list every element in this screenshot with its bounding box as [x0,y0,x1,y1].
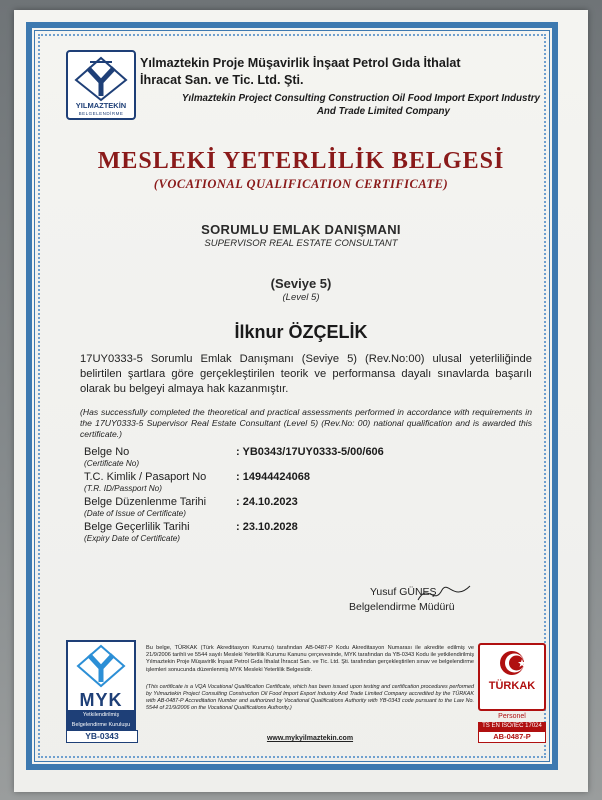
qualification-tr: SORUMLU EMLAK DANIŞMANI [201,222,401,237]
field-sublabel: (Certificate No) [84,459,140,468]
field-sublabel: (Date of Issue of Certificate) [84,509,186,518]
level-en: (Level 5) [282,292,320,303]
holder-name: İlknur ÖZÇELİK [234,322,368,342]
qualification-en: SUPERVISOR REAL ESTATE CONSULTANT [204,238,398,249]
statement-tr: 17UY0333-5 Sorumlu Emlak Danışmanı (Seviye 5) (Rev.No:00) ulusal yeterliliğinde belirtilen şartlara göre gerçekleştirilen teorik ve performansa dayalı sınavlarda başarılı olarak bu belgeyi almaya hak kazanmıştır. [80,353,532,395]
myk-wordmark: MYK [79,690,123,710]
id-number: : 14944424068 [236,471,311,483]
accreditation-note-en: (This certificate is a VQA Vocational Qualification Certificate, which has been issued upon testing and certification procedures performed by Yılmaztekin Project Consulting Construction Oil Food Import Export Industry And Trade Limited Company accredited by the TÜRKAK with AB-0487-P Accreditation Number and authorized by Vocational Qualifications Authority with YB-0343 code pursuant to the Law No. 5544 of 21/9/2006 on the Vocational Qualifications Authority.) [146,684,474,711]
myk-emblem-icon [68,642,134,688]
statement-en: (Has successfully completed the theoretical and practical assessments performed in accordance with requirements in the 17UY0333-5 Supervisor Real Estate Consultant (Level 5) (Rev.No: 00) national qualification and is awarded this certificate.) [80,407,532,439]
crescent-star-icon [480,645,544,681]
logo-wordmark: YILMAZTEKİN [75,101,127,110]
company-name-en-1: Yılmaztekin Project Consulting Construction Oil Food Import Export Industry [181,93,540,104]
field-sublabel: (Expiry Date of Certificate) [84,534,181,543]
company-name-en-2: And Trade Limited Company [316,106,450,117]
logo-subtitle: BELGELENDİRME [78,111,124,116]
field-label: Belge Düzenlenme Tarihi [84,496,207,508]
yt-emblem-icon [68,52,134,102]
field-label: Belge No [84,446,130,458]
turkak-logo [478,643,546,711]
level-tr: (Seviye 5) [270,276,332,291]
turkak-standard: TS EN ISO/IEC 17024 [478,722,546,731]
turkak-code: AB-0487-P [478,731,546,743]
myk-code: YB-0343 [66,730,138,743]
expiry-date: : 23.10.2028 [236,521,298,533]
company-name-tr-2: İhracat San. ve Tic. Ltd. Şti. [140,73,304,87]
field-label: T.C. Kimlik / Pasaport No [84,471,207,483]
turkak-wordmark: TÜRKAK [488,680,536,692]
signatory-title: Belgelendirme Müdürü [349,601,455,613]
field-label: Belge Geçerlilik Tarihi [84,521,190,533]
accreditation-note-tr: Bu belge, TÜRKAK (Türk Akreditasyon Kurumu) tarafından AB-0487-P Kodu Akreditasyon Numarası ile akredite edilmiş ve 21/9/2006 tarihli ve 5544 sayılı Mesleki Yeterlilik Kurumu Kanunu çerçevesinde, MYK tarafından da YB-0343 Kodu ile yetkilendirilmiş Yılmaztekin Proje Müşavirlik İnşaat Petrol Gıda İthalat İhracat San. ve Tic. Ltd. Şti. tarafından gerçekleştirilen sınav ve belgelendirme işlemleri sonucunda düzenlenmiş MYK Mesleki Yeterlilik Belgesidir. [146,645,475,673]
certificate-subtitle: (VOCATIONAL QUALIFICATION CERTIFICATE) [153,177,449,191]
myk-authorized-band: Yetkilendirilmiş Belgelendirme Kuruluşu [66,710,136,730]
certificate-title: MESLEKİ YETERLİLİK BELGESİ [97,148,505,174]
certificate-number: : YB0343/17UY0333-5/00/606 [236,446,384,458]
issue-date: : 24.10.2023 [236,496,298,508]
field-sublabel: (T.R. ID/Passport No) [84,484,162,493]
turkak-personel: Personel [498,713,526,720]
signatory-name: Yusuf GÜNEŞ [370,586,437,598]
website-link[interactable]: www.mykyilmaztekin.com [266,735,354,742]
company-name-tr-1: Yılmaztekin Proje Müşavirlik İnşaat Petrol Gıda İthalat [140,56,461,70]
